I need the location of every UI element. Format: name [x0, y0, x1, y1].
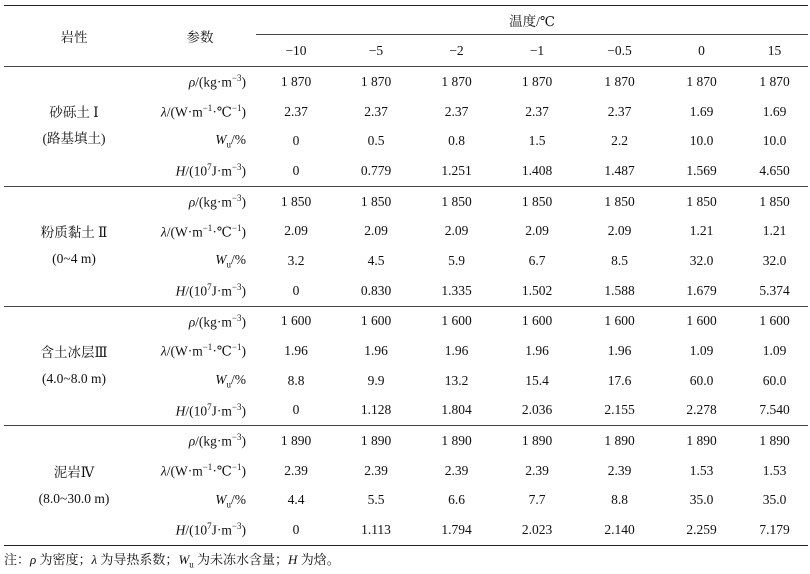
- value-cell: 1 850: [604, 193, 635, 209]
- value-cell: 2.09: [444, 223, 469, 239]
- value-cell: 0.8: [448, 133, 465, 149]
- param-label-lambda: $\lambda/(W\cdot m^{-1}\cdot℃^{-1})$: [160, 222, 246, 240]
- value-cell: 1 870: [686, 73, 717, 89]
- param-label-lambda: $\lambda/(W\cdot m^{-1}\cdot℃^{-1})$: [160, 462, 246, 479]
- value-cell: 1.128: [336, 396, 416, 426]
- value-cell: 1 600: [521, 313, 553, 329]
- value-cell: 1 890: [360, 433, 392, 449]
- value-cell: 2.39: [284, 462, 308, 478]
- value-cell: 0.830: [336, 276, 416, 306]
- param-column-header: 参数: [144, 6, 256, 67]
- value-cell: 1 850: [759, 193, 790, 209]
- value-cell: 2.39: [444, 462, 469, 478]
- value-cell: 2.37: [284, 103, 308, 119]
- value-cell: 35.0: [762, 492, 787, 508]
- value-cell: 1.53: [689, 462, 714, 478]
- value-cell: 4.5: [367, 252, 385, 268]
- value-cell: 1.21: [689, 223, 714, 239]
- value-cell: 1 850: [360, 193, 392, 209]
- rock-type-cell: [4, 67, 144, 187]
- value-cell: 1.96: [284, 343, 308, 359]
- value-cell: 2.023: [497, 515, 577, 545]
- value-cell: 2.259: [662, 515, 741, 545]
- table-row: [4, 67, 808, 97]
- value-cell: 1 870: [759, 73, 790, 89]
- value-cell: 1.96: [444, 343, 469, 359]
- value-cell: 10.0: [762, 133, 787, 149]
- value-cell: 2.155: [577, 396, 662, 426]
- value-cell: 1 850: [280, 193, 312, 209]
- value-cell: 2.09: [607, 223, 632, 239]
- param-label-wu: $W_u/\%$: [215, 252, 246, 270]
- value-cell: 6.7: [528, 252, 546, 268]
- value-cell: 7.179: [741, 515, 808, 545]
- param-label-lambda: $\lambda/(W\cdot m^{-1}\cdot℃^{-1})$: [160, 102, 246, 120]
- value-cell: 1 890: [280, 433, 312, 449]
- temperature-group-header: 温度/℃: [256, 6, 808, 35]
- value-cell: 1.588: [577, 276, 662, 306]
- param-label-wu: $W_u/\%$: [215, 132, 246, 151]
- param-label-rho: $\rho/(kg\cdot m^{-3})$: [188, 192, 246, 210]
- value-cell: 2.140: [577, 515, 662, 545]
- value-cell: 2.37: [607, 103, 632, 119]
- value-cell: 10.0: [689, 133, 714, 149]
- value-cell: 0.5: [367, 133, 385, 149]
- value-cell: 2.036: [497, 396, 577, 426]
- value-cell: 1 600: [441, 313, 472, 329]
- param-label-wu: $W_u/\%$: [215, 371, 246, 390]
- value-cell: 1 600: [759, 313, 790, 329]
- param-label-rho: $\rho/(kg\cdot m^{-3})$: [188, 312, 246, 330]
- value-cell: 1.569: [662, 156, 741, 186]
- value-cell: 6.6: [448, 492, 465, 508]
- rock-name: 泥岩Ⅳ: [53, 464, 95, 480]
- value-cell: 8.8: [611, 492, 628, 508]
- value-cell: 5.5: [367, 492, 385, 508]
- value-cell: 2.37: [525, 103, 549, 119]
- temp-header-3: −1: [497, 35, 577, 67]
- rock-type-cell: [4, 186, 144, 306]
- param-label-wu: $W_u/\%$: [215, 491, 246, 510]
- value-cell: 0.779: [336, 156, 416, 186]
- value-cell: 1 890: [604, 433, 635, 449]
- rock-name: 含土冰层Ⅲ: [40, 344, 108, 360]
- value-cell: 1.679: [662, 276, 741, 306]
- value-cell: 2.37: [364, 103, 388, 119]
- value-cell: 1.96: [364, 343, 388, 359]
- value-cell: 1.113: [336, 515, 416, 545]
- value-cell: 1.335: [416, 276, 497, 306]
- value-cell: 1 850: [686, 193, 717, 209]
- value-cell: 1 870: [604, 73, 635, 89]
- value-cell: 8.8: [287, 372, 305, 388]
- param-label-rho: $\rho/(kg\cdot m^{-3})$: [188, 73, 246, 90]
- value-cell: 8.5: [611, 252, 628, 268]
- rock-type-cell: [4, 306, 144, 426]
- value-cell: 15.4: [525, 372, 549, 388]
- value-cell: 0: [256, 515, 336, 545]
- param-label-h: $H/(10^7J\cdot m^{-3})$: [144, 515, 256, 545]
- value-cell: 2.39: [525, 462, 549, 478]
- temp-header-5: 0: [662, 35, 741, 67]
- value-cell: 60.0: [762, 372, 787, 388]
- value-cell: 0: [256, 396, 336, 426]
- value-cell: 1.96: [525, 343, 549, 359]
- value-cell: 1 890: [686, 433, 717, 449]
- value-cell: 1.96: [607, 343, 632, 359]
- table-row: [4, 306, 808, 336]
- value-cell: 35.0: [689, 492, 714, 508]
- value-cell: 1.794: [416, 515, 497, 545]
- value-cell: 1 870: [441, 73, 472, 89]
- value-cell: 1.09: [762, 343, 787, 359]
- value-cell: 1.21: [762, 223, 787, 239]
- value-cell: 1 850: [441, 193, 472, 209]
- value-cell: 2.39: [364, 462, 388, 478]
- value-cell: 32.0: [689, 252, 714, 268]
- param-label-h: $H/(10^7J\cdot m^{-3})$: [144, 396, 256, 426]
- rock-depth: (路基填土): [42, 131, 106, 147]
- param-label-rho: $\rho/(kg\cdot m^{-3})$: [188, 432, 246, 449]
- value-cell: 1.53: [762, 462, 787, 478]
- value-cell: 32.0: [762, 252, 787, 268]
- value-cell: 2.09: [364, 223, 388, 239]
- param-label-h: $H/(10^7J\cdot m^{-3})$: [144, 276, 256, 306]
- table-row: [4, 426, 808, 456]
- value-cell: 2.278: [662, 396, 741, 426]
- value-cell: 1.487: [577, 156, 662, 186]
- rock-column-header: 岩性: [4, 6, 144, 67]
- value-cell: 60.0: [689, 372, 714, 388]
- temp-header-2: −2: [416, 35, 497, 67]
- value-cell: 5.374: [741, 276, 808, 306]
- rock-type-cell: [4, 426, 144, 546]
- table-footnote: 注：ρ 为密度；λ 为导热系数；$W_u$ 为未冻水含量；H 为焓。: [4, 552, 340, 570]
- value-cell: 2.37: [444, 103, 469, 119]
- value-cell: 9.9: [367, 372, 385, 388]
- value-cell: 7.7: [528, 492, 546, 508]
- value-cell: 1 600: [686, 313, 717, 329]
- rock-name: 砂砾土 Ⅰ: [49, 105, 99, 121]
- temp-header-1: −5: [336, 35, 416, 67]
- value-cell: 4.650: [741, 156, 808, 186]
- thermal-parameter-table: [4, 5, 808, 546]
- value-cell: 1.251: [416, 156, 497, 186]
- value-cell: 13.2: [444, 372, 469, 388]
- value-cell: 1 600: [280, 313, 312, 329]
- value-cell: 1 890: [441, 433, 472, 449]
- value-cell: 5.9: [448, 252, 465, 268]
- value-cell: 1 870: [360, 73, 392, 89]
- temp-header-6: 15: [741, 35, 808, 67]
- value-cell: 3.2: [287, 252, 305, 268]
- table-row: [4, 186, 808, 216]
- rock-depth: (4.0~8.0 m): [42, 370, 106, 386]
- value-cell: 1 600: [604, 313, 635, 329]
- value-cell: 1 890: [521, 433, 553, 449]
- value-cell: 1.69: [689, 103, 714, 119]
- value-cell: 0: [256, 156, 336, 186]
- value-cell: 1 600: [360, 313, 392, 329]
- param-label-h: $H/(10^7J\cdot m^{-3})$: [144, 156, 256, 186]
- param-label-lambda: $\lambda/(W\cdot m^{-1}\cdot℃^{-1})$: [160, 342, 246, 359]
- value-cell: 2.39: [607, 462, 632, 478]
- rock-depth: (0~4 m): [52, 251, 96, 267]
- value-cell: 1.5: [528, 133, 546, 149]
- value-cell: 17.6: [607, 372, 632, 388]
- value-cell: 1 870: [521, 73, 553, 89]
- value-cell: 1 870: [280, 73, 312, 89]
- value-cell: 1.804: [416, 396, 497, 426]
- temp-header-0: −10: [256, 35, 336, 67]
- temp-header-4: −0.5: [577, 35, 662, 67]
- value-cell: 1.69: [762, 103, 787, 119]
- value-cell: 0: [292, 133, 300, 149]
- value-cell: 1.09: [689, 343, 714, 359]
- value-cell: 0: [256, 276, 336, 306]
- value-cell: 1.408: [497, 156, 577, 186]
- value-cell: 2.2: [611, 133, 628, 149]
- value-cell: 2.09: [525, 223, 549, 239]
- value-cell: 7.540: [741, 396, 808, 426]
- value-cell: 1 890: [759, 433, 790, 449]
- value-cell: 2.09: [284, 223, 308, 239]
- rock-name: 粉质黏土 Ⅱ: [40, 225, 108, 241]
- value-cell: 1 850: [521, 193, 553, 209]
- rock-depth: (8.0~30.0 m): [38, 490, 110, 506]
- value-cell: 1.502: [497, 276, 577, 306]
- value-cell: 4.4: [287, 492, 305, 508]
